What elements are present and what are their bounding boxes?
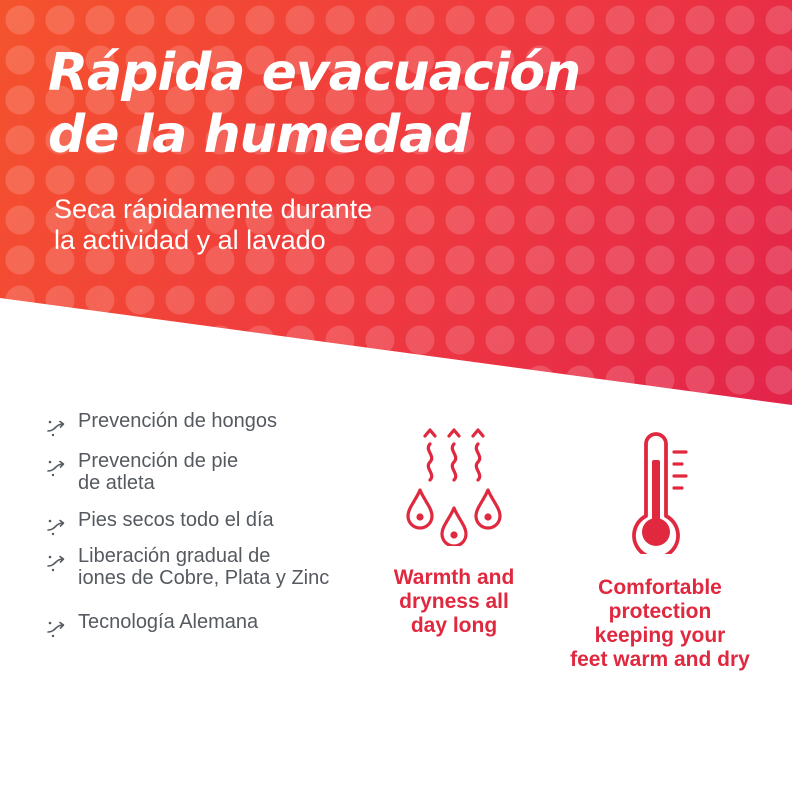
sparkle-arrow-icon <box>46 457 66 477</box>
warmth-caption-line-1: Warmth and <box>393 566 515 589</box>
sparkle-arrow-icon <box>46 516 66 536</box>
feature-label-continued: de atleta <box>78 472 155 494</box>
feature-label-continued: iones de Cobre, Plata y Zinc <box>78 567 330 589</box>
feature-item-ion-release <box>46 545 378 589</box>
feature-item-fungus <box>46 410 378 437</box>
warmth-caption <box>384 566 524 638</box>
feature-label: Liberación gradual de <box>78 545 271 567</box>
headline-line-1: Rápida evacuación <box>48 43 581 103</box>
subheadline-line-1: Seca rápidamente durante <box>54 194 373 224</box>
comfort-caption <box>560 576 760 672</box>
feature-item-dry-feet <box>46 509 378 536</box>
sparkle-arrow-icon <box>46 618 66 638</box>
subheadline-line-2: la actividad y al lavado <box>54 225 326 255</box>
thermometer-icon <box>620 430 700 554</box>
warmth-caption-line-3: day long <box>410 614 498 637</box>
sparkle-arrow-icon <box>46 552 66 572</box>
warmth-badge <box>384 424 524 638</box>
comfort-caption-line-1: Comfortable <box>598 576 722 599</box>
feature-item-german-tech <box>46 611 378 638</box>
feature-label: Pies secos todo el día <box>78 509 274 531</box>
headline-line-2: de la humedad <box>48 105 470 165</box>
feature-label: Tecnología Alemana <box>78 611 259 633</box>
subheadline <box>54 194 372 256</box>
headline <box>48 42 580 166</box>
sparkle-arrow-icon <box>46 417 66 437</box>
feature-label: Prevención de hongos <box>78 410 278 432</box>
feature-item-athletes-foot <box>46 450 378 494</box>
comfort-caption-line-2: protection <box>608 600 712 623</box>
comfort-caption-line-4: feet warm and dry <box>570 648 750 671</box>
comfort-badge <box>560 430 760 672</box>
feature-label: Prevención de pie <box>78 450 239 472</box>
comfort-caption-line-3: keeping your <box>594 624 726 647</box>
warmth-caption-line-2: dryness all <box>399 590 509 613</box>
heat-drops-icon <box>398 424 510 546</box>
